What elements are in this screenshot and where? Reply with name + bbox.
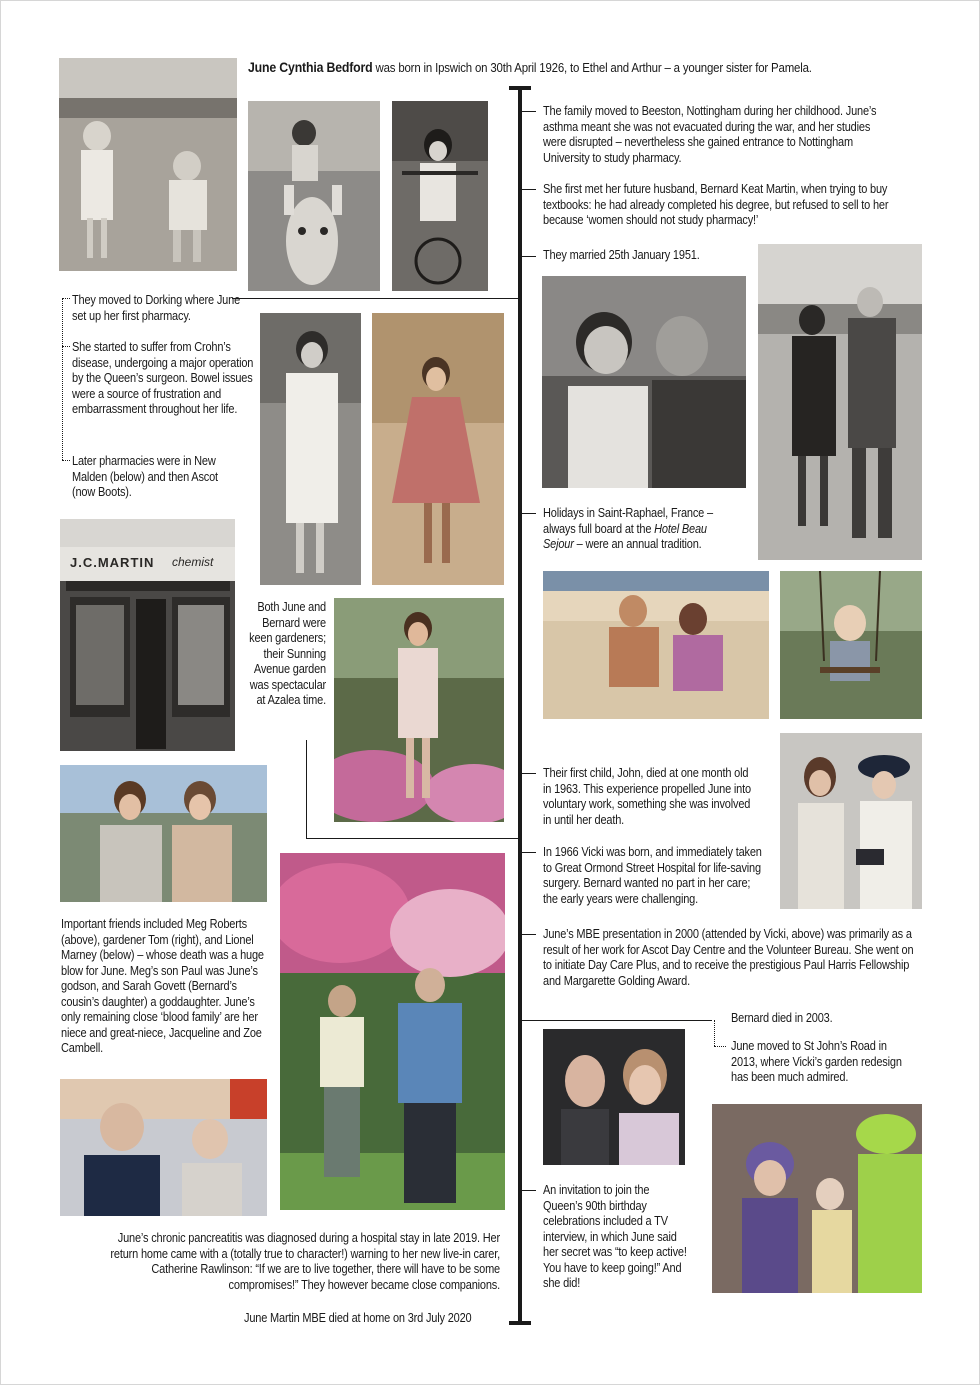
connector [522, 513, 536, 514]
photo-woman-pink-suit [334, 598, 504, 822]
entry-dorking: They moved to Dorking where June set up her first pharmacy. [72, 293, 241, 323]
photo-woman-white-dress [260, 313, 361, 585]
entry-pancreatitis: June’s chronic pancreatitis was diagnosed during a hospital stay in late 2019. Her return home came with a (totally true to character!) warning to her new live-in carer, Catherine Rawlinson: “If we are to live together, there will have to be some compromises!” They however became close companions. [110, 1231, 501, 1292]
page-header [248, 60, 882, 76]
connector [522, 852, 536, 853]
entry-queen: An invitation to join the Queen’s 90th birthday celebrations included a TV interview, in which June said her secret was “to keep active! You have to keep going!” And she did! [543, 1183, 687, 1290]
entry-mbe: June’s MBE presentation in 2000 (attended by Vicki, above) was primarily as a result of her work for Ascot Day Centre and the Volunteer Bureau. She went on to initiate Day Care Plus, and to receive the prestigious Paul Harris Fellowship and Margarette Golding Award. [543, 927, 914, 988]
photo-gardener-tom [280, 853, 505, 1210]
photo-couple-smiling [542, 276, 746, 488]
entry-beeston: The family moved to Beeston, Nottingham during her childhood. June’s asthma meant she was not evacuated during the war, and her studies were disrupted – nevertheless she gained entrance to Nottingham University to study pharmacy. [543, 104, 877, 165]
subject-name: June Cynthia Bedford [248, 59, 373, 75]
holidays-text-a: Holidays in Saint-Raphael, France – always full board at the [543, 506, 713, 536]
timeline-top-cap [509, 86, 531, 90]
connector [522, 256, 536, 257]
dotted-connector [714, 1020, 715, 1046]
entry-st-johns: June moved to St John’s Road in 2013, where Vicki’s garden redesign has been much admired. [731, 1039, 902, 1084]
hotel-name: Hotel Beau Sejour [543, 521, 707, 551]
connector [522, 1020, 712, 1021]
photo-child-on-bicycle [392, 101, 488, 291]
entry-married: They married 25th January 1951. [543, 248, 700, 262]
connector [522, 189, 536, 190]
entry-later-pharmacies: Later pharmacies were in New Malden (below) and then Ascot (now Boots). [72, 454, 218, 499]
connector [306, 838, 518, 839]
photo-friends-meg [60, 765, 267, 902]
connector [522, 1190, 536, 1191]
connector [522, 773, 536, 774]
photo-queen-birthday [712, 1104, 922, 1293]
connector [522, 111, 536, 112]
entry-john: Their first child, John, died at one month old in 1963. This experience propelled June into voluntary work, something she was involved in until her death. [543, 766, 751, 827]
entry-died: June Martin MBE died at home on 3rd July 2020 [244, 1311, 472, 1325]
entry-gardeners: Both June and Bernard were keen gardeners; their Sunning Avenue garden was spectacular at Azalea time. [249, 600, 326, 707]
photo-holiday-beach-couple [543, 571, 769, 719]
connector [232, 298, 518, 299]
dotted-connector [714, 1046, 726, 1047]
dotted-connector [62, 298, 63, 460]
photo-chemist-shop [60, 519, 235, 751]
birth-text: was born in Ipswich on 30th April 1926, to Ethel and Arthur – a younger sister for Pamela. [372, 60, 812, 75]
photo-beach-children [59, 58, 237, 271]
connector [306, 740, 307, 838]
dotted-connector [62, 460, 70, 461]
entry-bernard-died: Bernard died in 2003. [731, 1011, 833, 1025]
entry-friends: Important friends included Meg Roberts (above), gardener Tom (right), and Lionel Marney (below) – whose death was a huge blow for June. Meg’s son Paul was June’s godson, and Sarah Govett (Bernard’s cousin’s daughter) a goddaughter. June’s only remaining close ‘blood family’ are her niece and great-niece, Jacqueline and Zoe Cambell. [61, 917, 264, 1055]
connector [522, 934, 536, 935]
dotted-connector [62, 298, 70, 299]
dotted-connector [62, 346, 70, 347]
entry-holidays [543, 506, 728, 553]
entry-crohns: She started to suffer from Crohn’s disease, undergoing a major operation by the Queen’s surgeon. Bowel issues were a source of frustration and embarrassment throughout her life. [72, 340, 254, 416]
photo-older-couple [543, 1029, 685, 1165]
shop-sign-name: J.C.MARTIN [70, 555, 155, 570]
entry-met-bernard: She first met her future husband, Bernard Keat Martin, when trying to buy textbooks: he had already completed his degree, but refused to sell to her because ‘women should not study pharmacy!’ [543, 182, 889, 227]
photo-child-on-donkey [248, 101, 380, 291]
shop-sign-trade: chemist [172, 555, 214, 569]
photo-mbe-presentation [780, 733, 922, 909]
holidays-text-b: – were an annual tradition. [573, 537, 702, 551]
timeline-bottom-cap [509, 1321, 531, 1325]
timeline-spine [518, 88, 522, 1324]
photo-couple-walking [758, 244, 922, 560]
photo-child-on-swing [780, 571, 922, 719]
photo-woman-check-dress [372, 313, 504, 585]
entry-vicki: In 1966 Vicki was born, and immediately taken to Great Ormond Street Hospital for life-saving surgery. Bernard wanted no part in her care; the early years were challenging. [543, 845, 762, 906]
photo-lionel-marney [60, 1079, 267, 1216]
